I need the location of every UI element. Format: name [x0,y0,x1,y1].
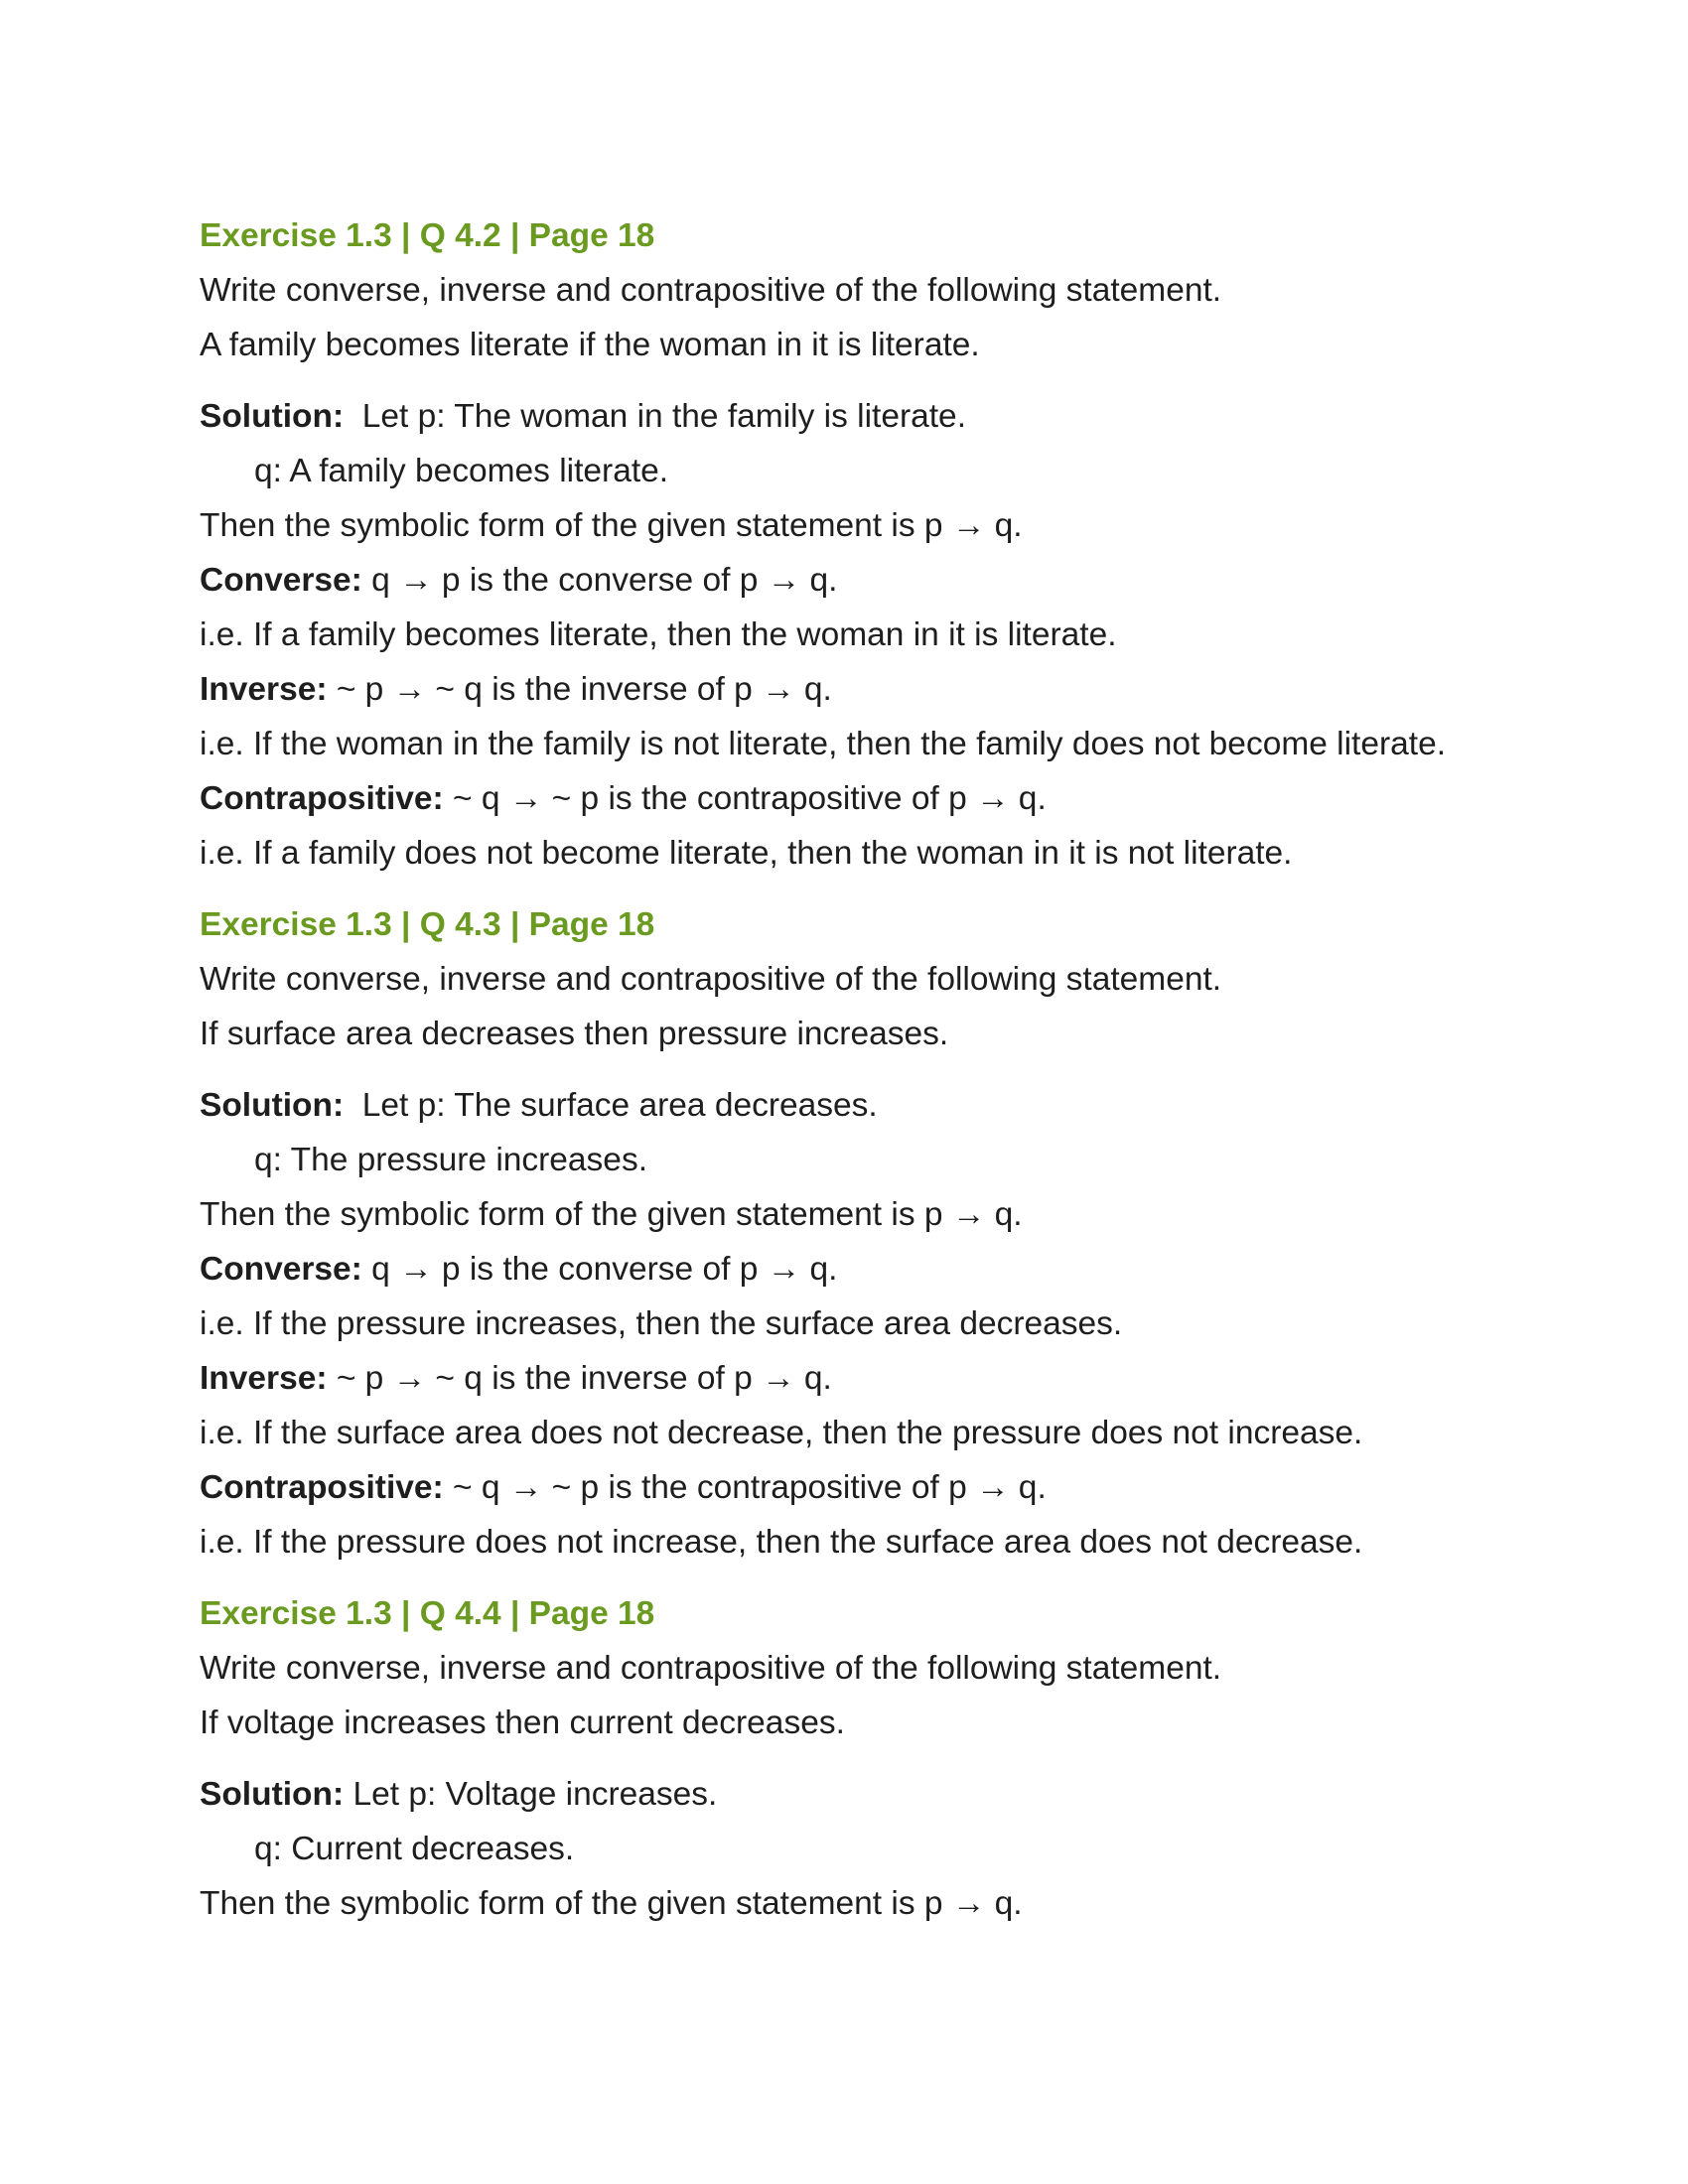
contrapositive-line [200,771,1510,826]
converse-line [200,1242,1510,1297]
solution-p: Let p: The woman in the family is literate. [361,398,967,435]
solution-line [200,389,1510,444]
contrapositive-ie: i.e. If the pressure does not increase, then the surface area does not decrease. [200,1524,1363,1561]
solution-p: Let p: The surface area decreases. [361,1087,878,1124]
converse-label: Converse: [200,1251,362,1288]
exercise-heading: Exercise 1.3 | Q 4.2 | Page 18 [200,217,655,254]
statement-text: If voltage increases then current decreases. [200,1705,845,1741]
solution-line [200,1767,1510,1822]
solution-label: Solution: [200,1087,345,1124]
inverse-ie: i.e. If the woman in the family is not literate, then the family does not become literate. [200,726,1447,762]
exercise-heading: Exercise 1.3 | Q 4.4 | Page 18 [200,1595,655,1632]
solution-q: q: Current decreases. [254,1831,575,1867]
converse-label: Converse: [200,562,362,599]
converse-text: q → p is the converse of p → q. [371,1251,838,1288]
exercise-heading: Exercise 1.3 | Q 4.3 | Page 18 [200,906,655,943]
inverse-line [200,662,1510,717]
solution-q: q: A family becomes literate. [254,453,669,489]
converse-ie: i.e. If a family becomes literate, then the woman in it is literate. [200,616,1117,653]
question-text: Write converse, inverse and contrapositive of the following statement. [200,961,1222,998]
inverse-label: Inverse: [200,1360,328,1397]
solution-block [200,389,1510,881]
exercise-section [200,897,1510,1570]
solution-p: Let p: Voltage increases. [352,1776,718,1813]
contrapositive-line [200,1460,1510,1515]
inverse-label: Inverse: [200,671,328,708]
symbolic-form: Then the symbolic form of the given statement is p → q. [200,507,1023,544]
inverse-text: ~ p → ~ q is the inverse of p → q. [336,671,832,708]
contrapositive-text: ~ q → ~ p is the contrapositive of p → q. [453,1469,1047,1506]
document-page [200,208,1510,1931]
converse-ie: i.e. If the pressure increases, then the surface area decreases. [200,1305,1123,1342]
converse-line [200,553,1510,608]
statement-text: A family becomes literate if the woman in it is literate. [200,327,980,363]
statement-text: If surface area decreases then pressure increases. [200,1016,949,1052]
symbolic-form: Then the symbolic form of the given statement is p → q. [200,1885,1023,1922]
solution-label: Solution: [200,1776,345,1813]
symbolic-form: Then the symbolic form of the given statement is p → q. [200,1196,1023,1233]
inverse-text: ~ p → ~ q is the inverse of p → q. [336,1360,832,1397]
exercise-section [200,1586,1510,1931]
solution-q: q: The pressure increases. [254,1142,647,1178]
solution-line [200,1078,1510,1133]
contrapositive-ie: i.e. If a family does not become literate, then the woman in it is not literate. [200,835,1293,872]
solution-block [200,1078,1510,1570]
contrapositive-text: ~ q → ~ p is the contrapositive of p → q. [453,780,1047,817]
converse-text: q → p is the converse of p → q. [371,562,838,599]
inverse-line [200,1351,1510,1406]
contrapositive-label: Contrapositive: [200,1469,444,1506]
exercise-section [200,208,1510,881]
inverse-ie: i.e. If the surface area does not decrease, then the pressure does not increase. [200,1415,1363,1451]
question-text: Write converse, inverse and contrapositive of the following statement. [200,1650,1222,1687]
contrapositive-label: Contrapositive: [200,780,444,817]
question-text: Write converse, inverse and contrapositive of the following statement. [200,272,1222,309]
solution-block [200,1767,1510,1931]
solution-label: Solution: [200,398,345,435]
